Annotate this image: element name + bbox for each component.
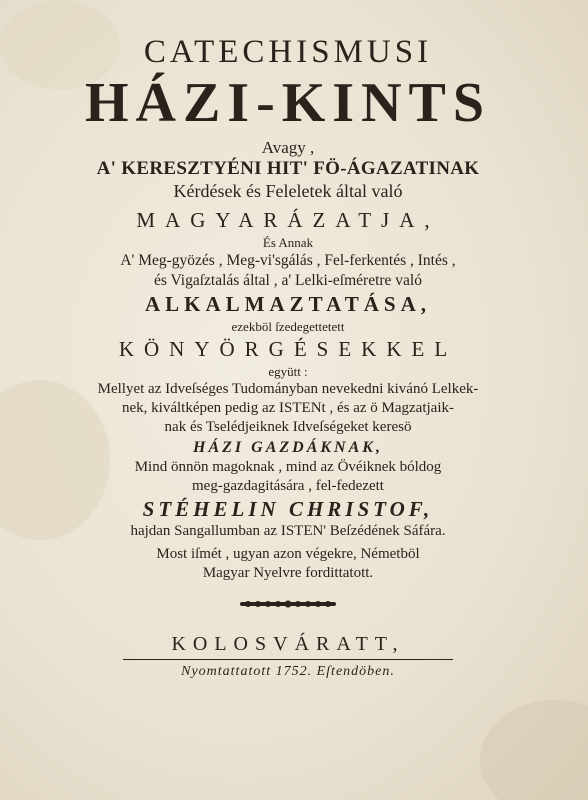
- text-magyar-nyelvre: Magyar Nyelvre fordittatott.: [202, 565, 374, 581]
- heading-hazi-gazdaknak: HÁZI GAZDÁKNAK,: [193, 439, 383, 456]
- subtitle-avagy: Avagy ,: [261, 138, 315, 157]
- text-nak-tseledjeiknek: nak és Tselédjeiknek Idveſségeket keresö: [164, 419, 412, 435]
- subtitle-hit: A' KERESZTYÉNI HIT' FÖ-ÁGAZATINAK: [96, 158, 480, 179]
- imprint-rule: [123, 659, 453, 660]
- main-title: HÁZI-KINTS: [84, 72, 492, 134]
- text-mellyet: Mellyet az Idveſséges Tudományban nevekedni kivánó Lelkek-: [97, 381, 479, 397]
- text-meg-gazdagitasara: meg-gazdagitására , fel-fedezett: [192, 478, 384, 494]
- heading-alkalmaztatasa: ALKALMAZTATÁSA,: [145, 292, 431, 316]
- text-egyutt: együtt :: [268, 364, 308, 379]
- text-most-ismet: Most iſmét , ugyan azon végekre, Németböl: [156, 546, 420, 562]
- paper-stain: [480, 700, 588, 800]
- text-hajdan: hajdan Sangallumban az ISTEN' Beſzédének Sáfára.: [130, 523, 446, 539]
- ornament-divider: [238, 597, 338, 611]
- author-name: STÉHELIN CHRISTOF,: [142, 497, 434, 521]
- text-ezekbol: ezekböl ſzedegettetett: [231, 319, 345, 334]
- imprint-date: Nyomtattatott 1752. Eſtendöben.: [181, 664, 395, 679]
- text-nek-kivaltkepen: nek, kiváltképen pedig az ISTENt , és az ö Magzatjaik-: [122, 400, 454, 416]
- subtitle-kerdesek: Kérdések és Feleletek által való: [173, 181, 403, 201]
- title-line-catechismusi: CATECHISMUSI: [143, 34, 433, 70]
- heading-konyorgesekkel: KÖNYÖRGÉSEKKEL: [118, 337, 458, 361]
- title-block: [28, 34, 548, 681]
- imprint-place: KOLOSVÁRATT,: [171, 633, 405, 655]
- text-es-annak: És Annak: [262, 235, 314, 250]
- text-mind-onnon: Mind önnön magoknak , mind az Övéiknek bóldog: [134, 459, 442, 475]
- text-meg-gyozes: A' Meg-gyözés , Meg-vi'sgálás , Fel-ferkentés , Intés ,: [120, 252, 456, 269]
- heading-magyarazatja: MAGYARÁZATJA,: [136, 208, 440, 232]
- text-vigasztalas: és Vigaſztalás által , a' Lelki-eſméretre való: [154, 271, 422, 289]
